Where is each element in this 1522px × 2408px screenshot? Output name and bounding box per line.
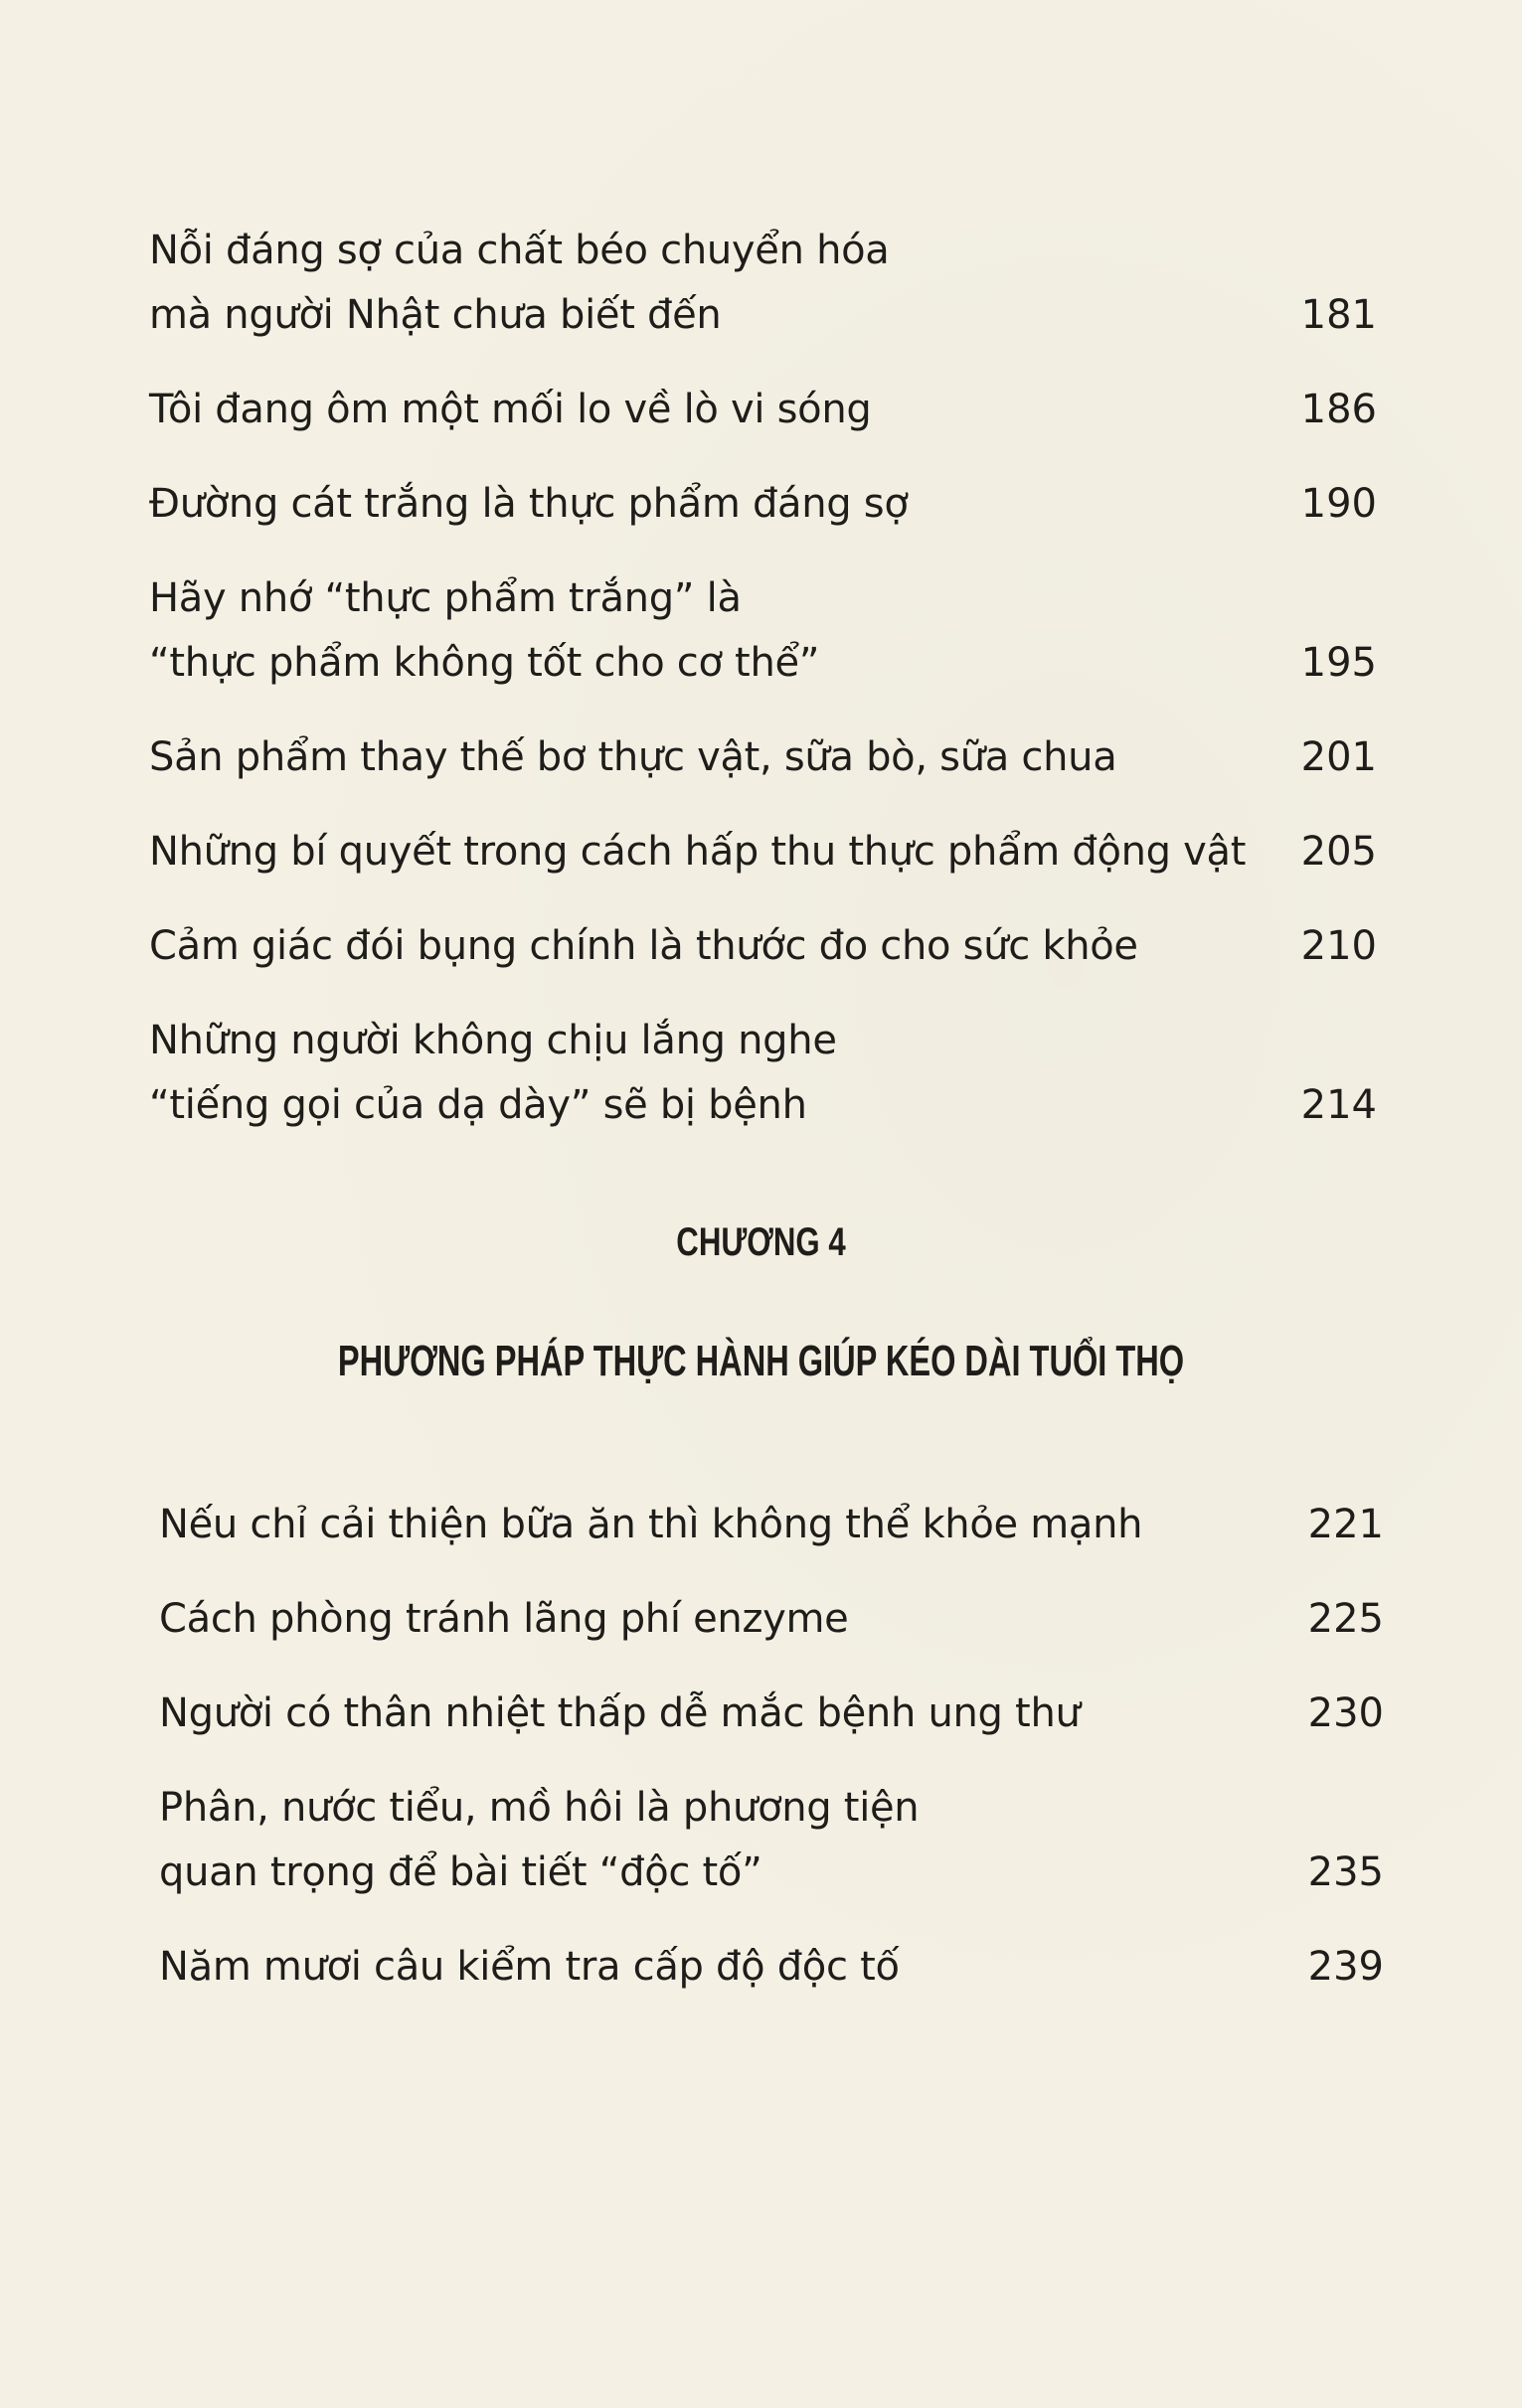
toc-entry-page-number: 239 [1307,1944,1384,1990]
toc-entry-title-line: Nỗi đáng sợ của chất béo chuyển hóa [149,228,890,273]
toc-entry-title [149,219,890,348]
toc-entry[interactable] [159,1935,1384,2000]
toc-entry-title [159,1682,1081,1746]
toc-entry-page-number: 214 [1300,1082,1377,1128]
toc-entry-title-line: Cách phòng tránh lãng phí enzyme [159,1596,849,1642]
toc-list-chapter-3 [149,219,1377,1168]
toc-entry[interactable] [159,1493,1384,1557]
toc-list-chapter-4 [159,1493,1384,2029]
toc-entry[interactable] [149,219,1377,348]
toc-entry-title-line: Những người không chịu lắng nghe [149,1018,837,1063]
toc-entry-title-line: Tôi đang ôm một mối lo về lò vi sóng [149,387,872,432]
toc-entry-page-number: 201 [1300,734,1377,780]
toc-entry[interactable] [149,914,1377,979]
toc-entry-title [159,1587,849,1652]
toc-entry[interactable] [159,1776,1384,1905]
toc-entry-page-number: 235 [1307,1849,1384,1895]
toc-entry[interactable] [149,378,1377,442]
toc-entry-page-number: 195 [1300,640,1377,686]
toc-entry[interactable] [149,472,1377,537]
toc-entry-title-line: “thực phẩm không tốt cho cơ thể” [149,640,820,686]
toc-entry[interactable] [149,725,1377,790]
toc-entry-page-number: 205 [1300,829,1377,875]
toc-entry[interactable] [149,566,1377,696]
toc-entry-title-line: Những bí quyết trong cách hấp thu thực phẩm động vật [149,829,1247,875]
toc-entry-title [149,566,819,696]
toc-entry-title-line: “tiếng gọi của dạ dày” sẽ bị bệnh [149,1082,807,1128]
chapter-title: PHƯƠNG PHÁP THỰC HÀNH GIÚP KÉO DÀI TUỔI THỌ [337,1337,1185,1385]
toc-entry[interactable] [149,820,1377,884]
toc-entry[interactable] [159,1682,1384,1746]
toc-entry-title-line: Hãy nhớ “thực phẩm trắng” là [149,575,742,621]
toc-entry-title-line: quan trọng để bài tiết “độc tố” [159,1849,762,1895]
toc-entry-title [149,820,1246,884]
toc-entry-page-number: 230 [1307,1690,1384,1736]
toc-entry-title-line: Người có thân nhiệt thấp dễ mắc bệnh ung thư [159,1690,1081,1736]
toc-entry-title [149,472,909,537]
chapter-label: CHƯƠNG 4 [676,1220,846,1264]
toc-entry-title-line: mà người Nhật chưa biết đến [149,292,722,338]
toc-entry-title [149,914,1138,979]
toc-entry-title [149,1009,837,1138]
toc-entry-page-number: 225 [1307,1596,1384,1642]
toc-entry[interactable] [149,1009,1377,1138]
toc-entry-title [159,1493,1142,1557]
toc-entry-title-line: Cảm giác đói bụng chính là thước đo cho sức khỏe [149,923,1138,969]
toc-entry-title [149,378,871,442]
toc-entry-page-number: 221 [1307,1502,1384,1547]
toc-entry-title-line: Phân, nước tiểu, mồ hôi là phương tiện [159,1785,920,1831]
toc-entry-page-number: 186 [1300,387,1377,432]
toc-entry-page-number: 181 [1300,292,1377,338]
toc-entry[interactable] [159,1587,1384,1652]
toc-entry-title-line: Năm mươi câu kiểm tra cấp độ độc tố [159,1944,900,1990]
toc-entry-title-line: Đường cát trắng là thực phẩm đáng sợ [149,481,909,527]
toc-entry-title [159,1776,919,1905]
toc-entry-page-number: 190 [1300,481,1377,527]
toc-entry-title-line: Nếu chỉ cải thiện bữa ăn thì không thể khỏe mạnh [159,1502,1143,1547]
toc-entry-page-number: 210 [1300,923,1377,969]
toc-entry-title-line: Sản phẩm thay thế bơ thực vật, sữa bò, sữa chua [149,734,1117,780]
toc-entry-title [159,1935,900,2000]
toc-entry-title [149,725,1116,790]
